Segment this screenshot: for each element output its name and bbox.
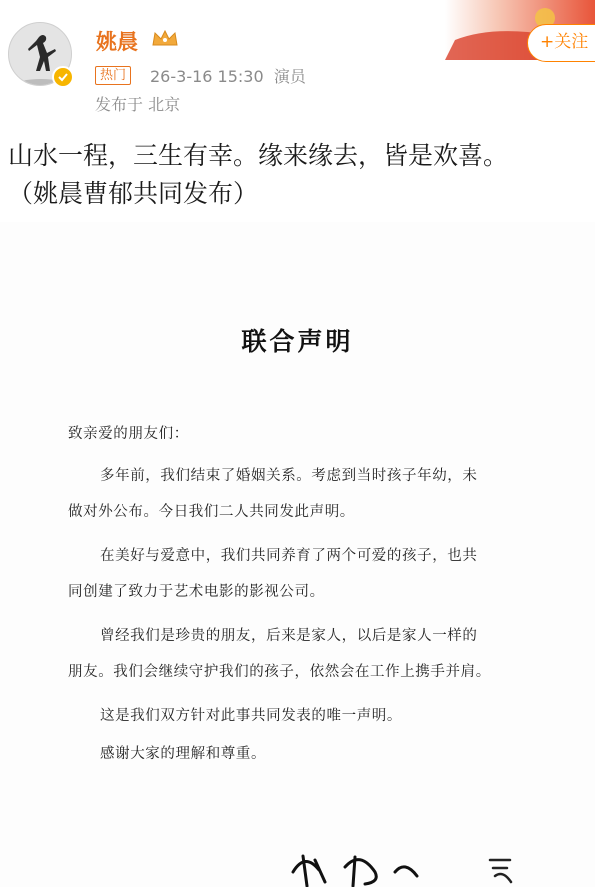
post-text-line: （姚晨曹郁共同发布） (8, 179, 259, 208)
statement-line: 曾经我们是珍贵的朋友，后来是家人，以后是家人一样的 (100, 628, 478, 644)
statement-line: 朋友。我们会继续守护我们的孩子，依然会在工作上携手并肩。 (68, 664, 491, 680)
hot-tag: 热门 (95, 66, 131, 85)
post-text (8, 137, 593, 213)
statement-line: 做对外公布。今日我们二人共同发此声明。 (68, 504, 355, 520)
username[interactable]: 姚晨 (96, 30, 138, 54)
statement-title: 联合声明 (241, 327, 354, 356)
follow-button[interactable]: +关注 (527, 24, 595, 62)
verified-badge-icon (52, 66, 74, 88)
user-role: 演员 (273, 67, 306, 86)
crown-icon (150, 28, 180, 48)
statement-image[interactable] (0, 222, 595, 887)
statement-line: 感谢大家的理解和尊重。 (100, 746, 267, 762)
statement-line: 这是我们双方针对此事共同发表的唯一声明。 (100, 708, 402, 724)
timestamp: 26-3-16 15:30 (150, 67, 264, 86)
statement-line: 同创建了致力于艺术电影的影视公司。 (68, 584, 325, 600)
post-header (0, 0, 595, 125)
post-meta (150, 64, 306, 87)
post-location: 发布于 北京 (95, 95, 181, 114)
handwritten-signature (285, 842, 595, 887)
statement-line: 多年前，我们结束了婚姻关系。考虑到当时孩子年幼，未 (100, 468, 478, 484)
statement-line: 在美好与爱意中，我们共同养育了两个可爱的孩子，也共 (100, 548, 478, 564)
post-text-line: 山水一程，三生有幸。缘来缘去，皆是欢喜。 (8, 141, 509, 170)
statement-greeting: 致亲爱的朋友们： (68, 426, 189, 442)
